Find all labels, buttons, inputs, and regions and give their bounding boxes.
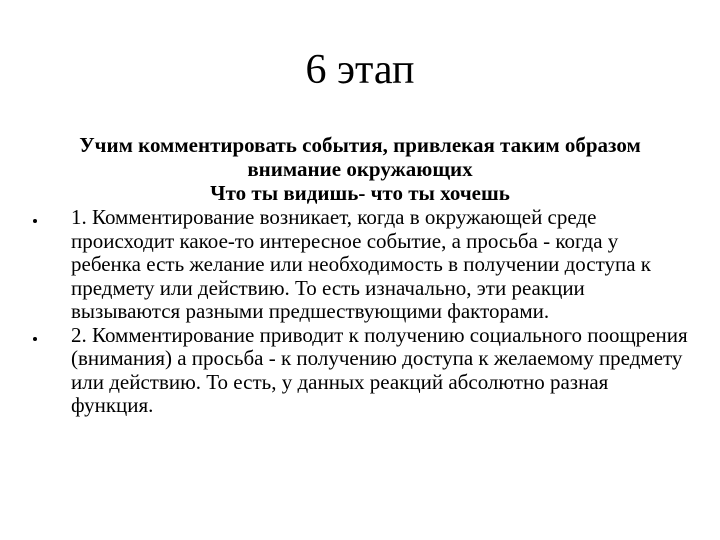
bullet-list — [0, 206, 720, 418]
bullet-text: 1. Комментирование возникает, когда в окружающей среде происходит какое-то интересное событие, а просьба - когда у ребенка есть желание или необходимость в получении доступа к предмету или действию. То есть изначально, эти реакции вызываются разными предшествующими факторами. — [71, 205, 652, 323]
bullet-dot-icon — [33, 337, 37, 341]
bullet-item — [0, 324, 720, 418]
slide-title: 6 этап — [305, 47, 415, 93]
bullet-text: 2. Комментирование приводит к получению социального поощрения (внимания) а просьба - к получению доступа к желаемому предмету или действию. То есть, у данных реакций абсолютно разная функция. — [71, 322, 688, 417]
bullet-item — [0, 206, 720, 324]
subheading-question: Что ты видишь- что ты хочешь — [210, 181, 510, 205]
subheading: Учим комментировать события, привлекая таким образом внимание окружающих — [79, 133, 641, 181]
bullet-dot-icon — [33, 219, 37, 223]
